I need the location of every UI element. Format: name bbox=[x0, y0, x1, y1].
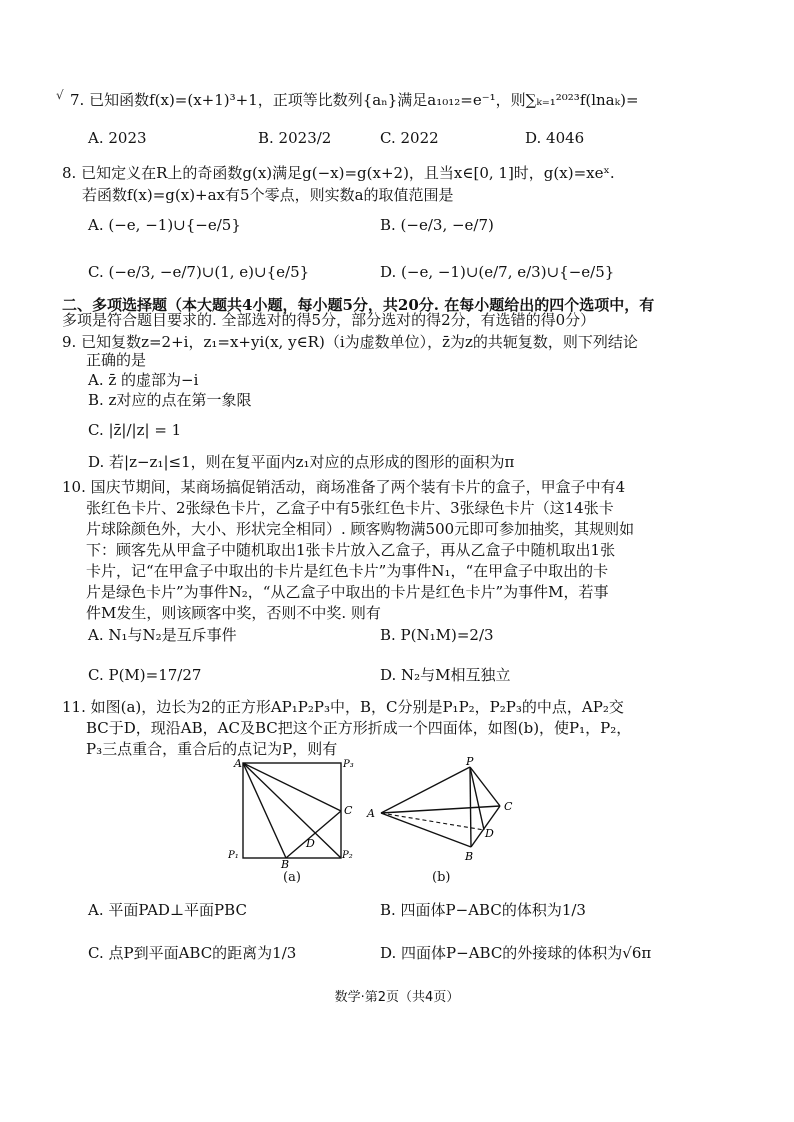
section-2-header-line-1: 二、多项选择题（本大题共4小题，每小题5分，共20分. 在每小题给出的四个选项中，有 bbox=[62, 296, 655, 314]
q8-stem-line-2: 若函数f(x)=g(x)+ax有5个零点，则实数a的取值范围是 bbox=[82, 186, 454, 204]
figure-b-tetrahedron bbox=[365, 757, 525, 867]
fig-a-label-d: D bbox=[306, 837, 315, 850]
q9-stem-line-1: 9. 已知复数z=2+i，z₁=x+yi(x, y∈R)（i为虚数单位），z̄为z的共轭复数，则下列结论 bbox=[62, 333, 638, 351]
fig-b-label-d: D bbox=[485, 827, 494, 840]
figure-a-caption: (a) bbox=[283, 870, 301, 885]
q10-stem-line-1: 10. 国庆节期间，某商场搞促销活动，商场准备了两个装有卡片的盒子，甲盒子中有4 bbox=[62, 478, 626, 496]
fig-b-label-a: A bbox=[367, 807, 375, 820]
q11-stem-line-1: 11. 如图(a)，边长为2的正方形AP₁P₂P₃中，B，C分别是P₁P₂，P₂P₃的中点，AP₂交 bbox=[62, 698, 624, 716]
q10-option-a: A. N₁与N₂是互斥事件 bbox=[88, 626, 237, 644]
fig-a-label-b: B bbox=[281, 858, 290, 869]
q8-option-b: B. (−e/3, −e/7) bbox=[380, 216, 494, 234]
q9-option-d: D. 若|z−z₁|≤1，则在复平面内z₁对应的点形成的图形的面积为π bbox=[88, 453, 515, 471]
q9-stem-line-2: 正确的是 bbox=[86, 351, 147, 369]
q11-option-c: C. 点P到平面ABC的距离为1/3 bbox=[88, 944, 297, 962]
fig-a-label-p1: P₁ bbox=[228, 850, 239, 861]
figure-b-caption: (b) bbox=[432, 870, 451, 885]
q7-option-c: C. 2022 bbox=[380, 129, 439, 147]
fig-a-label-p2: P₂ bbox=[342, 850, 353, 861]
q9-option-a: A. z̄ 的虚部为−i bbox=[88, 371, 199, 389]
fig-a-label-a: A bbox=[234, 757, 242, 770]
q8-stem-line-1: 8. 已知定义在R上的奇函数g(x)满足g(−x)=g(x+2)，且当x∈[0, 1]时，g(x)=xeˣ. bbox=[62, 164, 615, 182]
fig-a-label-p3: P₃ bbox=[343, 759, 354, 770]
q7-option-d: D. 4046 bbox=[525, 129, 585, 147]
q10-stem-line-4: 下：顾客先从甲盒子中随机取出1张卡片放入乙盒子，再从乙盒子中随机取出1张 bbox=[86, 541, 616, 559]
q10-stem-line-7: 件M发生，则该顾客中奖，否则不中奖. 则有 bbox=[86, 604, 381, 622]
q10-option-c: C. P(M)=17/27 bbox=[88, 666, 202, 684]
fig-b-label-b: B bbox=[465, 850, 474, 863]
q11-stem-line-2: BC于D，现沿AB，AC及BC把这个正方形折成一个四面体，如图(b)，使P₁，P₂， bbox=[86, 719, 632, 737]
q8-option-c: C. (−e/3, −e/7)∪(1, e)∪{e/5} bbox=[88, 263, 310, 281]
q7-stem: 7. 已知函数f(x)=(x+1)³+1，正项等比数列{aₙ}满足a₁₀₁₂=e⁻¹，则∑ₖ₌₁²⁰²³f(lnaₖ)= bbox=[70, 91, 639, 109]
q7-option-b: B. 2023/2 bbox=[258, 129, 332, 147]
fig-b-label-c: C bbox=[504, 800, 513, 813]
q8-option-d: D. (−e, −1)∪(e/7, e/3)∪{−e/5} bbox=[380, 263, 615, 281]
q11-option-d: D. 四面体P−ABC的外接球的体积为√6π bbox=[380, 944, 652, 962]
q9-option-c: C. |z̄|/|z| = 1 bbox=[88, 421, 182, 439]
q10-option-b: B. P(N₁M)=2/3 bbox=[380, 626, 494, 644]
q11-option-b: B. 四面体P−ABC的体积为1/3 bbox=[380, 901, 586, 919]
fig-a-label-c: C bbox=[344, 804, 353, 817]
q10-stem-line-6: 片是绿色卡片”为事件N₂，“从乙盒子中取出的卡片是红色卡片”为事件M，若事 bbox=[86, 583, 609, 601]
fig-b-label-p: P bbox=[466, 757, 474, 768]
q11-option-a: A. 平面PAD⊥平面PBC bbox=[88, 901, 247, 919]
q11-stem-line-3: P₃三点重合，重合后的点记为P，则有 bbox=[86, 740, 338, 758]
q9-option-b: B. z对应的点在第一象限 bbox=[88, 391, 252, 409]
q8-option-a: A. (−e, −1)∪{−e/5} bbox=[88, 216, 241, 234]
q10-stem-line-5: 卡片，记“在甲盒子中取出的卡片是红色卡片”为事件N₁，“在甲盒子中取出的卡 bbox=[86, 562, 609, 580]
q10-stem-line-3: 片球除颜色外，大小、形状完全相同）. 顾客购物满500元即可参加抽奖，其规则如 bbox=[86, 520, 635, 538]
q10-option-d: D. N₂与M相互独立 bbox=[380, 666, 511, 684]
page-footer: 数学·第2页（共4页） bbox=[334, 990, 460, 1005]
margin-check-mark: √ bbox=[56, 88, 64, 102]
figure-a-square bbox=[228, 757, 358, 869]
section-2-header-line-2: 多项是符合题目要求的. 全部选对的得5分，部分选对的得2分，有选错的得0分） bbox=[62, 311, 596, 329]
q7-option-a: A. 2023 bbox=[88, 129, 147, 147]
q10-stem-line-2: 张红色卡片、2张绿色卡片，乙盒子中有5张红色卡片、3张绿色卡片（这14张卡 bbox=[86, 499, 614, 517]
